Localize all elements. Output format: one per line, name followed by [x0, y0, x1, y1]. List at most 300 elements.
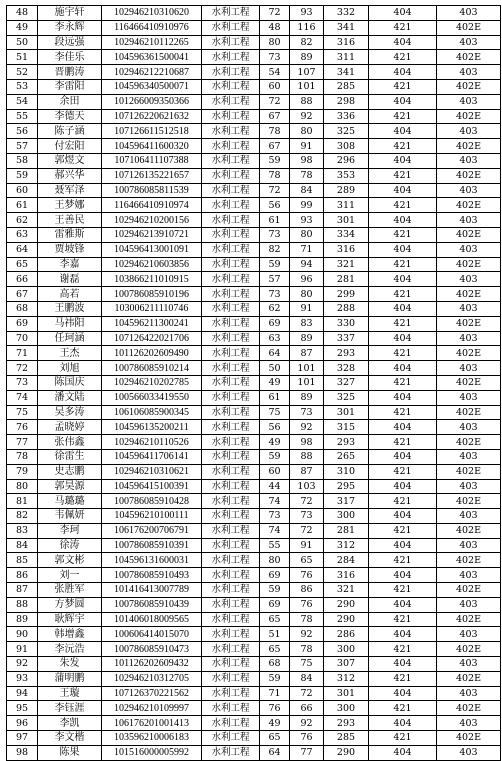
- code-b-cell: 403: [437, 568, 501, 583]
- exam-id-cell: 104596411600320: [102, 139, 202, 154]
- student-name-cell: 李德天: [38, 109, 102, 124]
- student-name-cell: 贾坡锋: [38, 242, 102, 257]
- total-score-cell: 312: [324, 671, 369, 686]
- student-name-cell: 韦佩妍: [38, 509, 102, 524]
- row-number-cell: 93: [7, 671, 38, 686]
- row-number-cell: 97: [7, 731, 38, 746]
- total-score-cell: 334: [324, 227, 369, 242]
- score-a-cell: 59: [260, 449, 290, 464]
- table-row: [7, 272, 501, 287]
- row-number-cell: 80: [7, 479, 38, 494]
- code-b-cell: 402E: [437, 671, 501, 686]
- total-score-cell: 337: [324, 331, 369, 346]
- code-b-cell: 403: [437, 509, 501, 524]
- total-score-cell: 316: [324, 35, 369, 50]
- major-cell: 水利工程: [202, 731, 260, 746]
- score-a-cell: 50: [260, 361, 290, 376]
- row-number-cell: 60: [7, 183, 38, 198]
- table-row: [7, 242, 501, 257]
- score-a-cell: 65: [260, 642, 290, 657]
- row-number-cell: 89: [7, 612, 38, 627]
- score-b-cell: 101: [290, 79, 324, 94]
- row-number-cell: 70: [7, 331, 38, 346]
- student-name-cell: 段远强: [38, 35, 102, 50]
- table-row: [7, 109, 501, 124]
- major-cell: 水利工程: [202, 20, 260, 35]
- major-cell: 水利工程: [202, 716, 260, 731]
- code-a-cell: 421: [369, 671, 437, 686]
- major-cell: 水利工程: [202, 346, 260, 361]
- code-b-cell: 402E: [437, 435, 501, 450]
- row-number-cell: 55: [7, 109, 38, 124]
- code-b-cell: 402E: [437, 139, 501, 154]
- code-b-cell: 403: [437, 390, 501, 405]
- score-a-cell: 76: [260, 701, 290, 716]
- exam-id-cell: 100786085910214: [102, 361, 202, 376]
- row-number-cell: 85: [7, 553, 38, 568]
- score-a-cell: 78: [260, 124, 290, 139]
- total-score-cell: 290: [324, 597, 369, 612]
- table-row: [7, 671, 501, 686]
- major-cell: 水利工程: [202, 272, 260, 287]
- major-cell: 水利工程: [202, 109, 260, 124]
- code-a-cell: 404: [369, 657, 437, 672]
- student-name-cell: 孟晓婷: [38, 420, 102, 435]
- student-name-cell: 陈子涵: [38, 124, 102, 139]
- total-score-cell: 312: [324, 538, 369, 553]
- major-cell: 水利工程: [202, 745, 260, 760]
- major-cell: 水利工程: [202, 316, 260, 331]
- exam-id-cell: 100566033419550: [102, 390, 202, 405]
- score-a-cell: 80: [260, 35, 290, 50]
- major-cell: 水利工程: [202, 420, 260, 435]
- total-score-cell: 327: [324, 375, 369, 390]
- code-a-cell: 404: [369, 272, 437, 287]
- table-row: [7, 390, 501, 405]
- table-row: [7, 316, 501, 331]
- table-row: [7, 213, 501, 228]
- code-a-cell: 404: [369, 568, 437, 583]
- row-number-cell: 48: [7, 6, 38, 21]
- code-b-cell: 402E: [437, 701, 501, 716]
- row-number-cell: 65: [7, 257, 38, 272]
- total-score-cell: 285: [324, 79, 369, 94]
- table-row: [7, 464, 501, 479]
- row-number-cell: 86: [7, 568, 38, 583]
- total-score-cell: 353: [324, 168, 369, 183]
- total-score-cell: 308: [324, 139, 369, 154]
- major-cell: 水利工程: [202, 390, 260, 405]
- code-b-cell: 403: [437, 183, 501, 198]
- score-a-cell: 67: [260, 139, 290, 154]
- student-name-cell: 余田: [38, 94, 102, 109]
- score-a-cell: 69: [260, 568, 290, 583]
- score-a-cell: 56: [260, 420, 290, 435]
- table-row: [7, 716, 501, 731]
- table-row: [7, 701, 501, 716]
- exam-id-cell: 102946210310621: [102, 464, 202, 479]
- table-row: [7, 35, 501, 50]
- row-number-cell: 82: [7, 509, 38, 524]
- code-a-cell: 421: [369, 642, 437, 657]
- total-score-cell: 286: [324, 627, 369, 642]
- student-name-cell: 马祎阳: [38, 316, 102, 331]
- table-row: [7, 20, 501, 35]
- row-number-cell: 92: [7, 657, 38, 672]
- code-a-cell: 404: [369, 745, 437, 760]
- exam-id-cell: 101266009350366: [102, 94, 202, 109]
- score-b-cell: 72: [290, 686, 324, 701]
- exam-id-cell: 100786085910196: [102, 287, 202, 302]
- score-b-cell: 107: [290, 65, 324, 80]
- score-a-cell: 73: [260, 227, 290, 242]
- exam-id-cell: 102946210202785: [102, 375, 202, 390]
- table-row: [7, 449, 501, 464]
- code-b-cell: 402E: [437, 198, 501, 213]
- score-a-cell: 57: [260, 272, 290, 287]
- student-name-cell: 耿辉宇: [38, 612, 102, 627]
- score-a-cell: 54: [260, 65, 290, 80]
- exam-id-cell: 100786085910493: [102, 568, 202, 583]
- code-b-cell: 403: [437, 94, 501, 109]
- table-row: [7, 553, 501, 568]
- exam-id-cell: 100786085910428: [102, 494, 202, 509]
- code-b-cell: 403: [437, 657, 501, 672]
- score-b-cell: 84: [290, 183, 324, 198]
- score-a-cell: 55: [260, 538, 290, 553]
- student-name-cell: 潘文陆: [38, 390, 102, 405]
- row-number-cell: 84: [7, 538, 38, 553]
- score-a-cell: 60: [260, 79, 290, 94]
- major-cell: 水利工程: [202, 568, 260, 583]
- total-score-cell: 285: [324, 731, 369, 746]
- student-name-cell: 陈国庆: [38, 375, 102, 390]
- exam-id-cell: 101406018009565: [102, 612, 202, 627]
- code-b-cell: 402E: [437, 316, 501, 331]
- exam-id-cell: 102946210109997: [102, 701, 202, 716]
- code-b-cell: 403: [437, 479, 501, 494]
- table-row: [7, 657, 501, 672]
- major-cell: 水利工程: [202, 227, 260, 242]
- score-b-cell: 83: [290, 316, 324, 331]
- table-row: [7, 538, 501, 553]
- major-cell: 水利工程: [202, 464, 260, 479]
- code-a-cell: 404: [369, 94, 437, 109]
- major-cell: 水利工程: [202, 6, 260, 21]
- score-a-cell: 65: [260, 731, 290, 746]
- exam-id-cell: 107106411107388: [102, 153, 202, 168]
- total-score-cell: 325: [324, 124, 369, 139]
- major-cell: 水利工程: [202, 153, 260, 168]
- major-cell: 水利工程: [202, 405, 260, 420]
- table-row: [7, 6, 501, 21]
- exam-id-cell: 100786085910473: [102, 642, 202, 657]
- code-b-cell: 402E: [437, 168, 501, 183]
- admission-table: [6, 5, 501, 761]
- total-score-cell: 281: [324, 272, 369, 287]
- score-b-cell: 89: [290, 390, 324, 405]
- score-b-cell: 73: [290, 405, 324, 420]
- code-a-cell: 421: [369, 523, 437, 538]
- code-b-cell: 402E: [437, 346, 501, 361]
- table-row: [7, 139, 501, 154]
- student-name-cell: 吴多涛: [38, 405, 102, 420]
- major-cell: 水利工程: [202, 627, 260, 642]
- student-name-cell: 郭昊源: [38, 479, 102, 494]
- major-cell: 水利工程: [202, 361, 260, 376]
- major-cell: 水利工程: [202, 168, 260, 183]
- score-b-cell: 87: [290, 346, 324, 361]
- major-cell: 水利工程: [202, 494, 260, 509]
- table-row: [7, 509, 501, 524]
- code-b-cell: 402E: [437, 227, 501, 242]
- major-cell: 水利工程: [202, 612, 260, 627]
- table-row: [7, 597, 501, 612]
- row-number-cell: 62: [7, 213, 38, 228]
- code-a-cell: 404: [369, 183, 437, 198]
- row-number-cell: 57: [7, 139, 38, 154]
- score-a-cell: 59: [260, 257, 290, 272]
- total-score-cell: 325: [324, 390, 369, 405]
- row-number-cell: 94: [7, 686, 38, 701]
- row-number-cell: 61: [7, 198, 38, 213]
- row-number-cell: 51: [7, 50, 38, 65]
- code-b-cell: 402E: [437, 257, 501, 272]
- total-score-cell: 293: [324, 716, 369, 731]
- exam-id-cell: 104596411706141: [102, 449, 202, 464]
- total-score-cell: 290: [324, 745, 369, 760]
- table-row: [7, 420, 501, 435]
- score-a-cell: 78: [260, 168, 290, 183]
- student-name-cell: 陈果: [38, 745, 102, 760]
- code-a-cell: 404: [369, 420, 437, 435]
- score-a-cell: 49: [260, 716, 290, 731]
- code-a-cell: 421: [369, 464, 437, 479]
- exam-id-cell: 104596210100111: [102, 509, 202, 524]
- score-b-cell: 93: [290, 6, 324, 21]
- total-score-cell: 300: [324, 701, 369, 716]
- score-b-cell: 75: [290, 657, 324, 672]
- total-score-cell: 293: [324, 435, 369, 450]
- major-cell: 水利工程: [202, 124, 260, 139]
- score-a-cell: 49: [260, 435, 290, 450]
- code-a-cell: 404: [369, 35, 437, 50]
- total-score-cell: 311: [324, 50, 369, 65]
- code-a-cell: 421: [369, 139, 437, 154]
- major-cell: 水利工程: [202, 553, 260, 568]
- code-a-cell: 421: [369, 257, 437, 272]
- total-score-cell: 315: [324, 420, 369, 435]
- score-b-cell: 66: [290, 701, 324, 716]
- code-a-cell: 421: [369, 405, 437, 420]
- score-b-cell: 78: [290, 642, 324, 657]
- major-cell: 水利工程: [202, 242, 260, 257]
- total-score-cell: 317: [324, 494, 369, 509]
- student-name-cell: 李钰涯: [38, 701, 102, 716]
- exam-id-cell: 101416413007789: [102, 583, 202, 598]
- code-b-cell: 403: [437, 331, 501, 346]
- score-b-cell: 103: [290, 479, 324, 494]
- score-b-cell: 116: [290, 20, 324, 35]
- student-name-cell: 韩增鑫: [38, 627, 102, 642]
- total-score-cell: 310: [324, 464, 369, 479]
- table-row: [7, 583, 501, 598]
- code-a-cell: 404: [369, 686, 437, 701]
- exam-id-cell: 102946210312705: [102, 671, 202, 686]
- code-b-cell: 402E: [437, 375, 501, 390]
- table-row: [7, 50, 501, 65]
- total-score-cell: 336: [324, 109, 369, 124]
- row-number-cell: 54: [7, 94, 38, 109]
- table-row: [7, 568, 501, 583]
- student-name-cell: 李沅浩: [38, 642, 102, 657]
- major-cell: 水利工程: [202, 657, 260, 672]
- total-score-cell: 341: [324, 20, 369, 35]
- major-cell: 水利工程: [202, 213, 260, 228]
- table-row: [7, 65, 501, 80]
- table-row: [7, 405, 501, 420]
- score-b-cell: 80: [290, 287, 324, 302]
- row-number-cell: 53: [7, 79, 38, 94]
- score-b-cell: 65: [290, 553, 324, 568]
- total-score-cell: 300: [324, 642, 369, 657]
- total-score-cell: 328: [324, 361, 369, 376]
- score-a-cell: 64: [260, 745, 290, 760]
- score-b-cell: 92: [290, 716, 324, 731]
- code-b-cell: 403: [437, 597, 501, 612]
- student-name-cell: 李嘉: [38, 257, 102, 272]
- student-name-cell: 郭煜文: [38, 153, 102, 168]
- score-b-cell: 76: [290, 597, 324, 612]
- student-name-cell: 王璇: [38, 686, 102, 701]
- code-b-cell: 403: [437, 6, 501, 21]
- exam-id-cell: 101126202609490: [102, 346, 202, 361]
- exam-id-cell: 106176200706791: [102, 523, 202, 538]
- exam-id-cell: 104596131600031: [102, 553, 202, 568]
- row-number-cell: 79: [7, 464, 38, 479]
- score-a-cell: 60: [260, 464, 290, 479]
- table-row: [7, 79, 501, 94]
- exam-id-cell: 103596210006183: [102, 731, 202, 746]
- total-score-cell: 316: [324, 568, 369, 583]
- student-name-cell: 刘一: [38, 568, 102, 583]
- major-cell: 水利工程: [202, 375, 260, 390]
- exam-id-cell: 101516000005992: [102, 745, 202, 760]
- student-name-cell: 晋鹏涛: [38, 65, 102, 80]
- exam-id-cell: 104596415100391: [102, 479, 202, 494]
- table-row: [7, 612, 501, 627]
- code-a-cell: 421: [369, 198, 437, 213]
- score-b-cell: 94: [290, 257, 324, 272]
- score-a-cell: 75: [260, 405, 290, 420]
- student-name-cell: 王梦娜: [38, 198, 102, 213]
- major-cell: 水利工程: [202, 479, 260, 494]
- row-number-cell: 77: [7, 435, 38, 450]
- major-cell: 水利工程: [202, 287, 260, 302]
- score-b-cell: 78: [290, 168, 324, 183]
- row-number-cell: 66: [7, 272, 38, 287]
- table-row: [7, 153, 501, 168]
- student-name-cell: 刘旭: [38, 361, 102, 376]
- code-a-cell: 404: [369, 6, 437, 21]
- score-a-cell: 73: [260, 509, 290, 524]
- exam-id-cell: 102946210112265: [102, 35, 202, 50]
- student-name-cell: 任珂涵: [38, 331, 102, 346]
- score-a-cell: 72: [260, 94, 290, 109]
- score-b-cell: 72: [290, 523, 324, 538]
- score-a-cell: 63: [260, 331, 290, 346]
- student-name-cell: 马璐璐: [38, 494, 102, 509]
- row-number-cell: 88: [7, 597, 38, 612]
- code-b-cell: 403: [437, 65, 501, 80]
- code-b-cell: 402E: [437, 612, 501, 627]
- exam-id-cell: 104596361500041: [102, 50, 202, 65]
- code-b-cell: 402E: [437, 50, 501, 65]
- exam-id-cell: 102946210200156: [102, 213, 202, 228]
- major-cell: 水利工程: [202, 198, 260, 213]
- major-cell: 水利工程: [202, 701, 260, 716]
- table-row: [7, 346, 501, 361]
- code-a-cell: 404: [369, 479, 437, 494]
- student-name-cell: 李雷阳: [38, 79, 102, 94]
- score-b-cell: 91: [290, 538, 324, 553]
- major-cell: 水利工程: [202, 139, 260, 154]
- code-a-cell: 421: [369, 346, 437, 361]
- code-b-cell: 403: [437, 35, 501, 50]
- code-a-cell: 404: [369, 361, 437, 376]
- row-number-cell: 76: [7, 420, 38, 435]
- score-b-cell: 91: [290, 301, 324, 316]
- code-b-cell: 403: [437, 716, 501, 731]
- score-b-cell: 101: [290, 375, 324, 390]
- major-cell: 水利工程: [202, 257, 260, 272]
- table-row: [7, 301, 501, 316]
- exam-id-cell: 103866211010915: [102, 272, 202, 287]
- score-a-cell: 48: [260, 20, 290, 35]
- score-b-cell: 92: [290, 627, 324, 642]
- row-number-cell: 68: [7, 301, 38, 316]
- student-name-cell: 付宏阳: [38, 139, 102, 154]
- score-b-cell: 87: [290, 464, 324, 479]
- code-a-cell: 421: [369, 701, 437, 716]
- total-score-cell: 281: [324, 523, 369, 538]
- score-b-cell: 89: [290, 331, 324, 346]
- table-row: [7, 168, 501, 183]
- score-a-cell: 73: [260, 287, 290, 302]
- exam-id-cell: 102946210603856: [102, 257, 202, 272]
- score-b-cell: 99: [290, 198, 324, 213]
- student-name-cell: 李佳乐: [38, 50, 102, 65]
- score-b-cell: 98: [290, 153, 324, 168]
- major-cell: 水利工程: [202, 538, 260, 553]
- row-number-cell: 69: [7, 316, 38, 331]
- student-name-cell: 郭文彬: [38, 553, 102, 568]
- exam-id-cell: 104596211300241: [102, 316, 202, 331]
- student-name-cell: 朱发: [38, 657, 102, 672]
- code-b-cell: 403: [437, 242, 501, 257]
- score-b-cell: 91: [290, 139, 324, 154]
- student-name-cell: 高若: [38, 287, 102, 302]
- code-b-cell: 402E: [437, 287, 501, 302]
- table-row: [7, 627, 501, 642]
- code-a-cell: 421: [369, 375, 437, 390]
- total-score-cell: 290: [324, 612, 369, 627]
- score-b-cell: 86: [290, 583, 324, 598]
- score-b-cell: 101: [290, 361, 324, 376]
- row-number-cell: 87: [7, 583, 38, 598]
- score-a-cell: 72: [260, 6, 290, 21]
- table-row: [7, 257, 501, 272]
